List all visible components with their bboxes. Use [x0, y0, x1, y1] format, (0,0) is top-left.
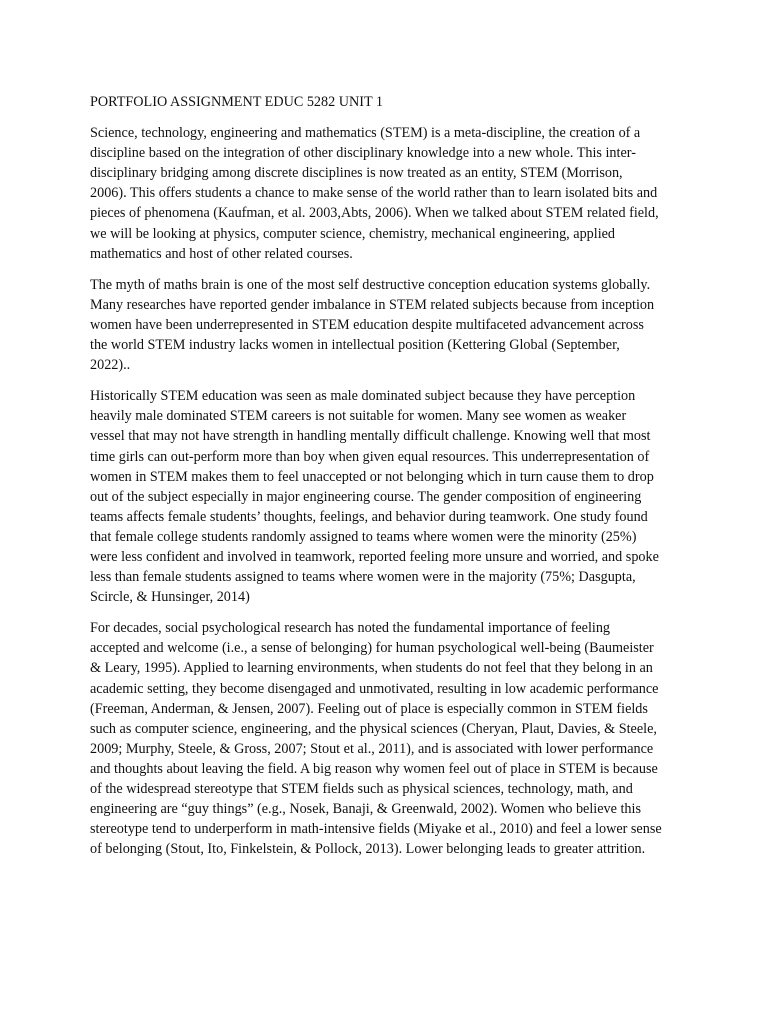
paragraph-historical-stem: Historically STEM education was seen as male dominated subject because they have perception heavily male dominated STEM careers is not suitable for women. Many see women as weaker vessel that may not have strength in handling mentally difficult challenge. Knowing well that most time girls can out-perform more than boy when given equal resources. This underrepresentation of women in STEM makes them to feel unaccepted or not belonging which in turn cause them to drop out of the subject especially in major engineering course. The gender composition of engineering teams affects female students’ thoughts, feelings, and behavior during teamwork. One study found that female college students randomly assigned to teams where women were the minority (25%) were less confident and involved in teamwork, reported feeling more unsure and worried, and spoke less than female students assigned to teams where women were in the majority (75%; Dasgupta, Scircle, & Hunsinger, 2014) [90, 388, 659, 606]
document-title: PORTFOLIO ASSIGNMENT EDUC 5282 UNIT 1 [90, 94, 384, 110]
paragraph-maths-brain-myth: The myth of maths brain is one of the most self destructive conception education systems globally. Many researches have reported gender imbalance in STEM related subjects because from inception women have been underrepresented in STEM education despite multifaceted advancement across the world STEM industry lacks women in intellectual position (Kettering Global (September, 2022).. [90, 276, 655, 374]
paragraph-sense-of-belonging: For decades, social psychological research has noted the fundamental importance of feeling accepted and welcome (i.e., a sense of belonging) for human psychological well-being (Baumeister & Leary, 1995). Applied to learning environments, when students do not feel that they belong in an academic setting, they become disengaged and unmotivated, resulting in low academic performance (Freeman, Anderman, & Jensen, 2007). Feeling out of place is especially common in STEM fields such as computer science, engineering, and the physical sciences (Cheryan, Plaut, Davies, & Steele, 2009; Murphy, Steele, & Gross, 2007; Stout et al., 2011), and is associated with lower performance and thoughts about leaving the field. A big reason why women feel out of place in STEM is because of the widespread stereotype that STEM fields such as physical sciences, technology, math, and engineering are “guy things” (e.g., Nosek, Banaji, & Greenwald, 2002). Women who believe this stereotype tend to underperform in math-intensive fields (Miyake et al., 2010) and feel a lower sense of belonging (Stout, Ito, Finkelstein, & Pollock, 2013). Lower belonging leads to greater attrition. [90, 620, 662, 858]
paragraph-stem-definition: Science, technology, engineering and mathematics (STEM) is a meta-discipline, the creation of a discipline based on the integration of other disciplinary knowledge into a new whole. This inter-disciplinary bridging among discrete disciplines is now treated as an entity, STEM (Morrison, 2006). This offers students a chance to make sense of the world rather than to learn isolated bits and pieces of phenomena (Kaufman, et al. 2003,Abts, 2006). When we talked about STEM related field, we will be looking at physics, computer science, chemistry, mechanical engineering, applied mathematics and host of other related courses. [90, 125, 659, 262]
document-page [90, 92, 662, 870]
